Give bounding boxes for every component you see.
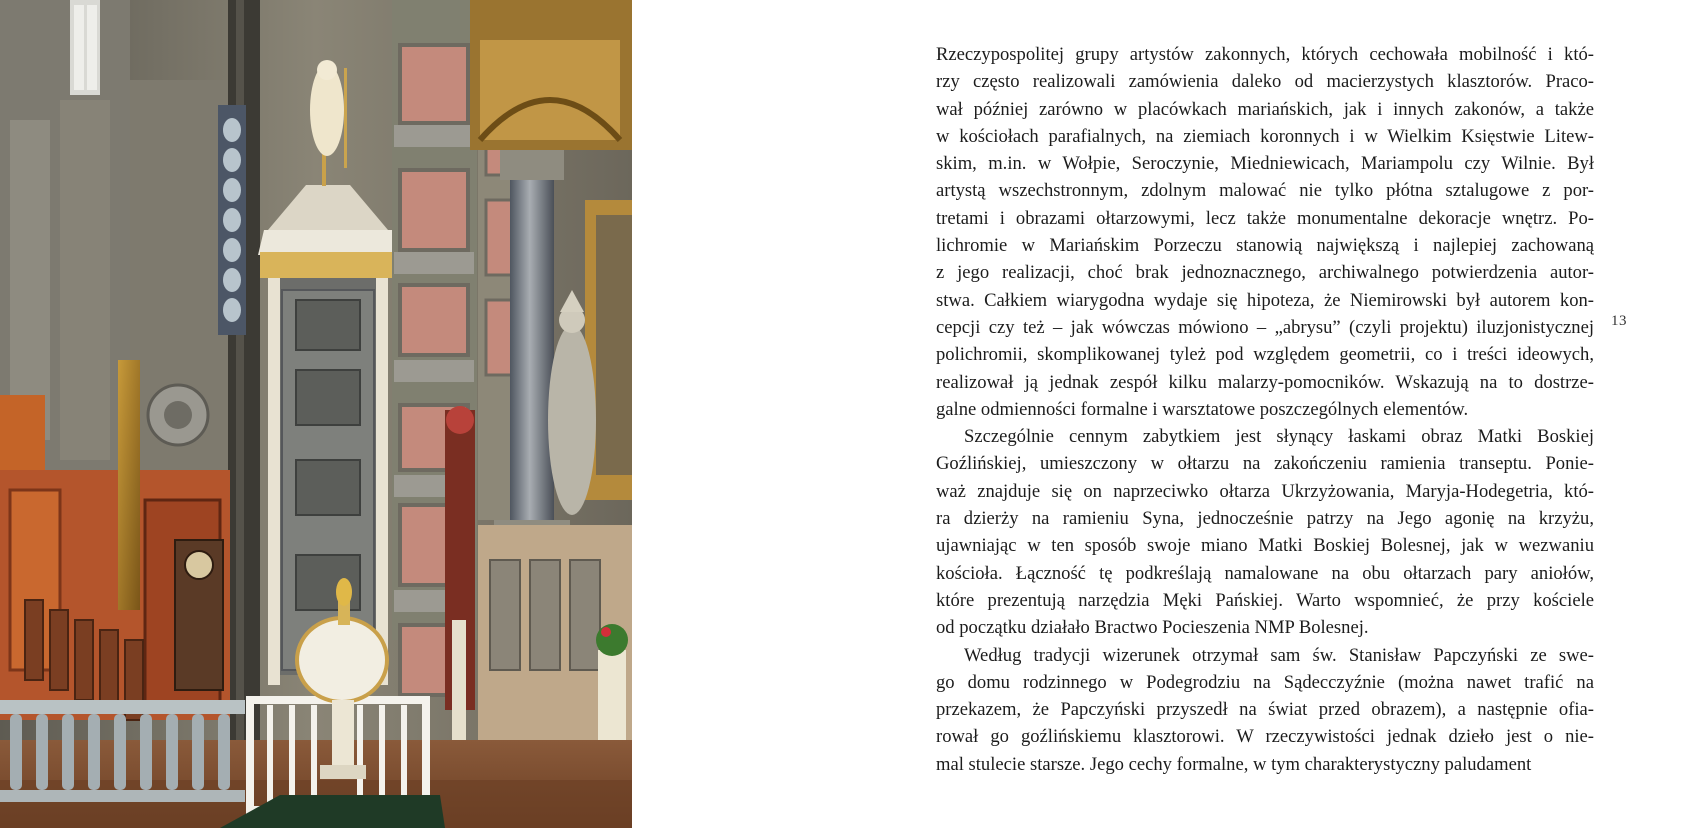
text-line: stwa. Całkiem wiarygodna wydaje się hipoteza, że Niemirowski był autorem kon-	[936, 289, 1594, 311]
text-line: wał później zarówno w placówkach mariańskich, jak i innych zakonów, a także	[936, 98, 1594, 120]
text-line: mal stulecie starsze. Jego cechy formalne, w tym charakterystyczny paludament	[936, 753, 1532, 775]
text-line: waż znajduje się on naprzeciwko ołtarza Ukrzyżowania, Maryja-Hodegetria, któ-	[936, 480, 1594, 502]
text-line: kościoła. Łączność tę podkreślają namalowane na obu ołtarzach pary aniołów,	[936, 562, 1594, 584]
text-line: Rzeczypospolitej grupy artystów zakonnych, których cechowała mobilność i któ-	[936, 44, 1594, 65]
text-line: go domu rodzinnego w Podegrodziu na Sądecczyźnie (można nawet trafić na	[936, 671, 1594, 693]
text-line: od początku działało Bractwo Pocieszenia NMP Bolesnej.	[936, 617, 1369, 639]
text-line: skim, m.in. w Wołpie, Seroczynie, Miedniewicach, Mariampolu czy Wilnie. Był	[936, 153, 1594, 175]
text-line: realizował ją jednak zespół kilku malarzy-pomocników. Wskazują na to dostrze-	[936, 371, 1594, 393]
text-line: Goźlińskiej, umieszczony w ołtarzu na zakończeniu ramienia transeptu. Ponie-	[936, 453, 1594, 475]
text-line: przekazem, że Papczyński przyszedł na świat przed obrazem), a następnie ofia-	[936, 699, 1594, 721]
photo-illustration	[0, 0, 632, 828]
page-text	[936, 41, 1594, 778]
text-line: z jego realizacji, choć brak jednoznacznego, archiwalnego potwierdzenia autor-	[936, 262, 1594, 284]
text-line: polichromii, skomplikowanej tyleż pod względem geometrii, co i treści ideowych,	[936, 344, 1594, 366]
text-line: Szczególnie cennym zabytkiem jest słynący łaskami obraz Matki Boskiej	[964, 426, 1594, 448]
text-line: ra dzierży na ramieniu Syna, jednocześnie patrzy na Jego agonię na krzyżu,	[936, 508, 1594, 530]
text-line: artystą wszechstronnym, zdolnym malować nie tylko płótna sztalugowe z por-	[936, 180, 1594, 202]
text-line: rzy często realizowali zamówienia daleko od macierzystych klasztorów. Praco-	[936, 71, 1594, 93]
paragraph	[936, 41, 1594, 423]
text-line: które prezentują narzędzia Męki Pańskiej. Warto wspomnieć, że przy kościele	[936, 589, 1594, 611]
text-line: cepcji czy też – jak wówczas mówiono – „abrysu” (czyli projektu) iluzjonistycznej	[936, 316, 1594, 338]
church-interior-photo	[0, 0, 632, 828]
page-number: 13	[1611, 313, 1627, 329]
text-line: Według tradycji wizerunek otrzymał sam św. Stanisław Papczyński ze swe-	[964, 644, 1594, 666]
text-line: tretami i obrazami ołtarzowymi, lecz także monumentalne dekoracje wnętrz. Po-	[936, 207, 1594, 229]
text-line: lichromie w Mariańskim Porzeczu stanowią największą i najlepiej zachowaną	[936, 235, 1594, 257]
text-line: rował go goźlińskiemu klasztorowi. W rzeczywistości jednak dzieło jest o nie-	[936, 726, 1594, 748]
text-line: ujawniając w ten sposób swoje miano Matki Boskiej Bolesnej, jak w wezwaniu	[936, 535, 1594, 557]
paragraph	[936, 423, 1594, 641]
text-line: galne odmienności formalne i warsztatowe poszczególnych elementów.	[936, 398, 1469, 420]
text-line: w kościołach parafialnych, na ziemiach koronnych i w Wielkim Księstwie Litew-	[936, 125, 1594, 147]
paragraph	[936, 642, 1594, 778]
